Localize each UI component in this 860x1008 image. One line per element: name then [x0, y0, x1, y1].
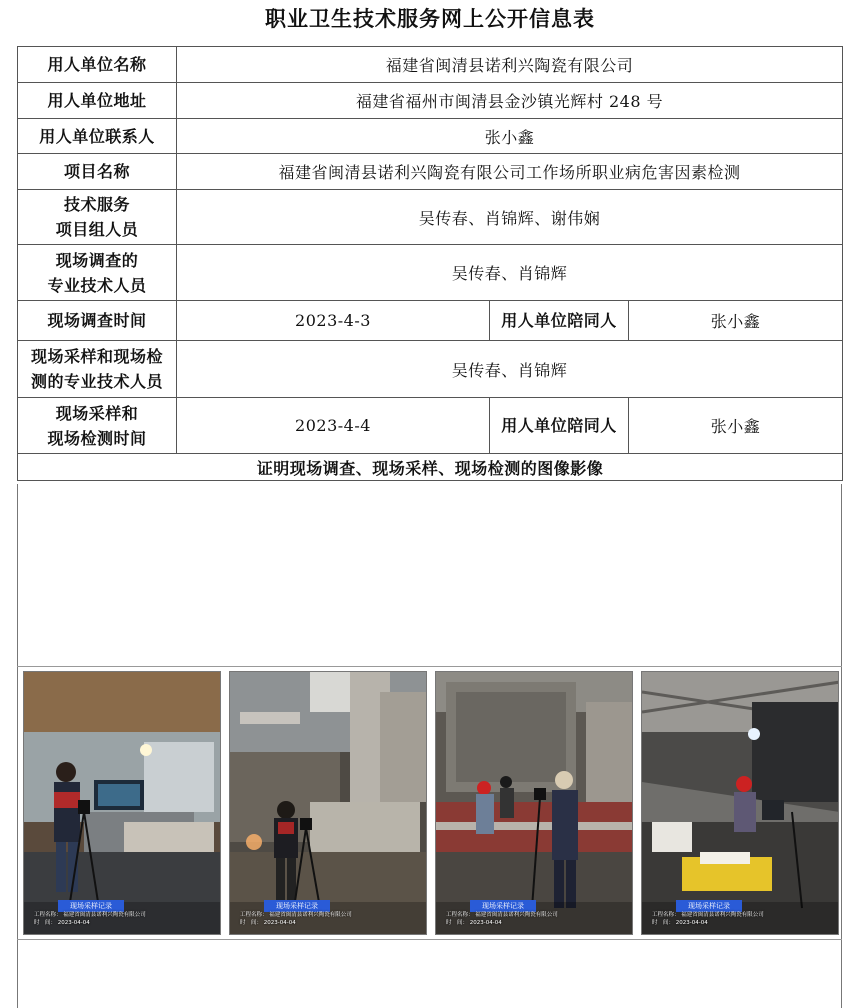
sampling-time-value: 2023-4-4: [177, 398, 490, 454]
survey-companion-label: 用人单位陪同人: [490, 301, 629, 341]
tech-team-label-line1: 技术服务: [63, 195, 130, 214]
photo-2-caption-title: 现场采样记录: [264, 900, 330, 912]
survey-time-value: 2023-4-3: [177, 301, 490, 341]
survey-staff-label-line2: 专业技术人员: [47, 275, 147, 295]
photo-4-date-line: 时 间： 2023-04-04: [652, 920, 708, 926]
photo-2-date-line: 时 间： 2023-04-04: [240, 920, 296, 926]
employer-contact-value: 张小鑫: [177, 119, 843, 154]
site-photo-2: [229, 671, 427, 935]
row-employer-name: [18, 47, 843, 83]
photo-2-project-line: 工程名称： 福建省闽清县诺利兴陶瓷有限公司: [240, 912, 352, 918]
employer-name-label: 用人单位名称: [18, 47, 177, 83]
photo-3-project-line: 工程名称： 福建省闽清县诺利兴陶瓷有限公司: [446, 912, 558, 918]
sampling-staff-value: 吴传春、肖锦辉: [177, 341, 843, 398]
photo-4-scene: [642, 672, 839, 935]
survey-staff-label-line1: 现场调查的: [55, 250, 139, 270]
photo-3-date-line: 时 间： 2023-04-04: [446, 920, 502, 926]
photo-1-project-line: 工程名称： 福建省闽清县诺利兴陶瓷有限公司: [34, 912, 146, 918]
photo-3-caption-title: 现场采样记录: [470, 900, 536, 912]
photo-1-caption: [24, 900, 220, 934]
page-title: 职业卫生技术服务网上公开信息表: [265, 7, 595, 31]
photo-2-scene: [230, 672, 427, 935]
tech-team-label: [18, 190, 177, 245]
photo-4-project-line: 工程名称： 福建省闽清县诺利兴陶瓷有限公司: [652, 912, 764, 918]
row-employer-contact: [18, 119, 843, 154]
site-photo-3: [435, 671, 633, 935]
project-name-value: 福建省闽清县诺利兴陶瓷有限公司工作场所职业病危害因素检测: [177, 154, 843, 190]
photo-4-caption-title: 现场采样记录: [676, 900, 742, 912]
row-section-title: [18, 454, 843, 481]
sampling-staff-label-line1: 现场采样和现场检: [30, 347, 163, 366]
tech-team-value: 吴传春、肖锦辉、谢伟娴: [177, 190, 843, 245]
project-name-label: 项目名称: [18, 154, 177, 190]
photo-2-caption: [230, 900, 426, 934]
sampling-time-label-line1: 现场采样和: [55, 403, 139, 423]
sampling-staff-label: [18, 341, 177, 398]
sampling-companion-value: 张小鑫: [629, 398, 843, 454]
photo-3-caption: [436, 900, 632, 934]
row-sampling-time: [18, 398, 843, 454]
employer-address-value: 福建省福州市闽清县金沙镇光辉村 248 号: [177, 83, 843, 119]
employer-address-label: 用人单位地址: [18, 83, 177, 119]
tech-team-label-line2: 项目组人员: [55, 220, 139, 239]
photo-1-caption-title: 现场采样记录: [58, 900, 124, 912]
row-project-name: [18, 154, 843, 190]
photo-3-scene: [436, 672, 633, 935]
row-survey-time: [18, 301, 843, 341]
photo-1-scene: [24, 672, 221, 935]
survey-staff-label: [18, 245, 177, 301]
survey-companion-value: 张小鑫: [629, 301, 843, 341]
sampling-companion-label: 用人单位陪同人: [490, 398, 629, 454]
photo-4-caption: [642, 900, 838, 934]
site-photo-1: [23, 671, 221, 935]
row-employer-address: [18, 83, 843, 119]
info-table: [17, 46, 843, 481]
employer-name-value: 福建省闽清县诺利兴陶瓷有限公司: [177, 47, 843, 83]
employer-contact-label: 用人单位联系人: [18, 119, 177, 154]
site-photo-4: [641, 671, 839, 935]
photo-strip: [17, 666, 842, 940]
row-survey-staff: [18, 245, 843, 301]
sampling-time-label: [18, 398, 177, 454]
row-tech-team: [18, 190, 843, 245]
row-sampling-staff: [18, 341, 843, 398]
sampling-staff-label-line2: 测的专业技术人员: [30, 372, 163, 391]
survey-time-label: 现场调查时间: [18, 301, 177, 341]
photo-1-date-line: 时 间： 2023-04-04: [34, 920, 90, 926]
sampling-time-label-line2: 现场检测时间: [47, 428, 147, 448]
section-title: 证明现场调查、现场采样、现场检测的图像影像: [18, 454, 843, 481]
survey-staff-value: 吴传春、肖锦辉: [177, 245, 843, 301]
